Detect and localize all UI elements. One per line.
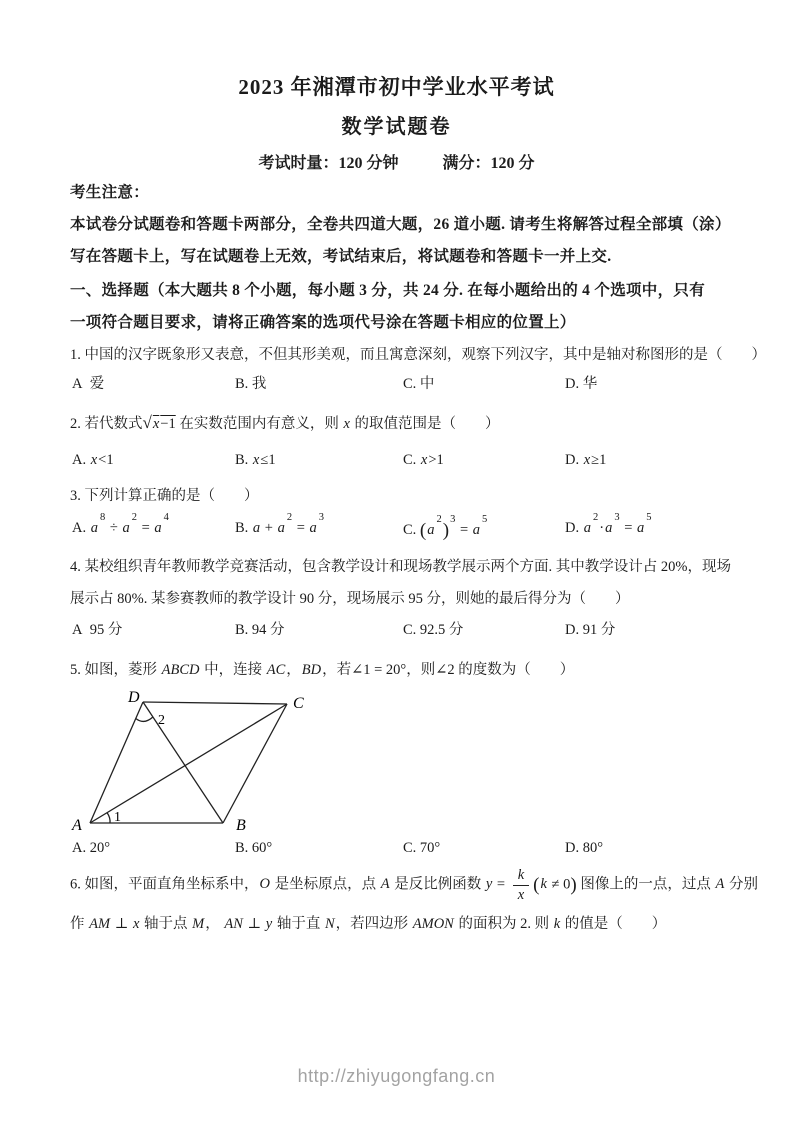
vertex-a-label: A: [72, 817, 82, 834]
section-one-heading-line-2: 一项符合题目要求，请将正确答案的选项代号涂在答题卡相应的位置上）: [70, 314, 576, 331]
question-4-text-line-2: 展示占 80%. 某参赛教师的教学设计 90 分，现场展示 95 分，则她的最后得分为（ ）: [70, 591, 630, 607]
q5-option-b: B. 60°: [235, 840, 273, 856]
question-2-options: [70, 452, 760, 476]
q2-option-b: B. x≤1: [235, 452, 276, 468]
question-6-text-line-2: 作 AM ⊥ x 轴于点 M， AN ⊥ y 轴于直 N，若四边形 AMON 的面积为 2. 则 k 的值是（ ）: [70, 916, 667, 932]
vertex-d-label: D: [128, 690, 140, 706]
question-3-options: [70, 512, 760, 544]
question-1-text: 1. 中国的汉字既象形又表意，不但其形美观，而且寓意深刻，观察下列汉字，其中是轴对称图形的是（ ）: [70, 347, 766, 363]
rhombus-figure: [60, 690, 380, 840]
exam-info: [0, 150, 793, 173]
question-5-text: 5. 如图，菱形 ABCD 中，连接 AC，BD，若∠1 = 20°，则∠2 的度数为（ ）: [70, 662, 575, 678]
notice-line-2: 写在答题卡上，写在试题卷上无效，考试结束后，将试题卷和答题卡一并上交.: [70, 248, 612, 265]
diagonal-db: [143, 702, 223, 823]
q4-option-d: D. 91 分: [565, 622, 616, 638]
q2-option-a: A. x<1: [72, 452, 114, 468]
q4-option-c: C. 92.5 分: [403, 622, 464, 638]
q3-option-c: C. $(a^2)^3 = a^5$: [403, 514, 488, 541]
angle-1-label: 1: [114, 810, 121, 825]
page-title: 2023 年湘潭市初中学业水平考试: [238, 75, 555, 99]
side-cb: [223, 704, 287, 823]
question-5-options: [70, 840, 760, 864]
q5-option-a: A. 20°: [72, 840, 111, 856]
angle-2-label: 2: [158, 713, 165, 728]
q4-option-b: B. 94 分: [235, 622, 285, 638]
q2-option-d: D. x≥1: [565, 452, 607, 468]
watermark-url: http://zhiyugongfang.cn: [297, 1066, 496, 1086]
question-1-options: [70, 372, 760, 396]
q1-option-b: B. 我: [235, 376, 267, 392]
side-dc: [143, 702, 287, 704]
exam-duration: 考试时量：120 分钟: [258, 155, 399, 172]
question-4-text-line-1: 4. 某校组织青年教师教学竞赛活动，包含教学设计和现场教学展示两个方面. 其中教学设计占 20%，现场: [70, 559, 731, 575]
q3-option-d: D. $a^2\cdot a^3 = a^5$: [565, 512, 652, 536]
vertex-c-label: C: [293, 695, 304, 712]
q1-option-a: A 爱: [72, 376, 105, 392]
q1-option-c: C. 中: [403, 376, 435, 392]
question-2-text: 2. 若代数式√x−1 在实数范围内有意义，则 x 的取值范围是（ ）: [70, 413, 500, 432]
q3-option-b: B. $a + a^2 = a^3$: [235, 512, 325, 536]
q1-option-d: D. 华: [565, 376, 598, 392]
exam-full-score: 满分：120 分: [442, 155, 535, 172]
notice-line-1: 本试卷分试题卷和答题卡两部分，全卷共四道大题，26 道小题. 请考生将解答过程全部填（涂）: [70, 216, 731, 233]
question-4-options: [70, 618, 760, 642]
question-6-text-line-1: 6. 如图，平面直角坐标系中，O 是坐标原点，点 A 是反比例函数 y = $\frac{k}{x}$ (k ≠ 0) 图像上的一点，过点 A 分别: [70, 867, 758, 903]
q2-option-c: C. x>1: [403, 452, 444, 468]
diagonal-ac: [90, 704, 287, 823]
side-da: [90, 702, 143, 823]
section-one-heading-line-1: 一、选择题（本大题共 8 个小题，每小题 3 分，共 24 分. 在每小题给出的 4 个选项中，只有: [70, 282, 706, 299]
angle-1-arc: [107, 813, 110, 823]
page-subtitle: 数学试题卷: [341, 116, 452, 138]
vertex-b-label: B: [236, 817, 246, 834]
q3-option-a: A. $a^8 \div a^2 = a^4$: [72, 512, 169, 536]
angle-2-arc: [136, 717, 153, 721]
q4-option-a: A 95 分: [72, 622, 123, 638]
notice-heading: 考生注意：: [70, 184, 150, 201]
q5-option-d: D. 80°: [565, 840, 604, 856]
question-3-text: 3. 下列计算正确的是（ ）: [70, 488, 259, 504]
q5-option-c: C. 70°: [403, 840, 441, 856]
